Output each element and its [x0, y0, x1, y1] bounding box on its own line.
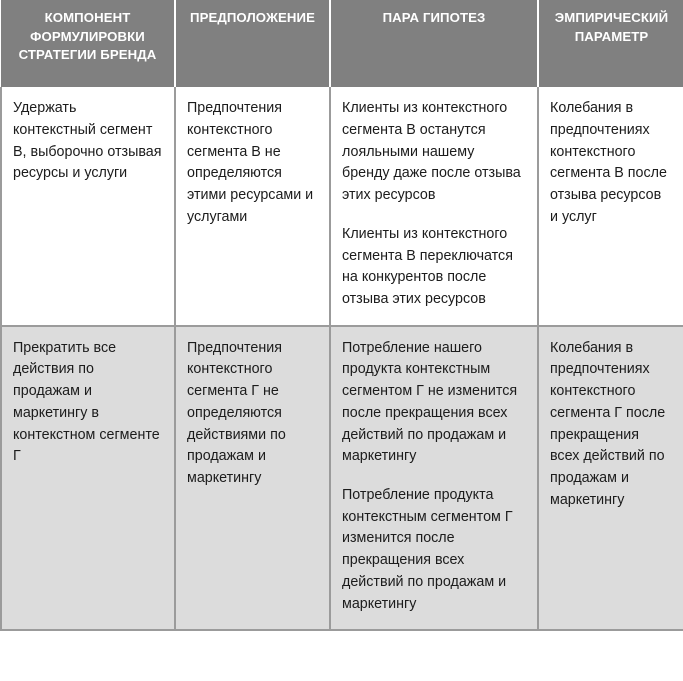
cell-assumption: [175, 87, 330, 325]
cell-assumption-text: Предпочтения контекстного сегмента В не определяются этими ресурсами и услугами: [187, 100, 314, 225]
header-row: [1, 0, 683, 87]
cell-component: [1, 87, 175, 325]
column-header-empirical-parameter: [538, 0, 683, 87]
table-row: [1, 326, 683, 631]
column-header-component-line-1: КОМПОНЕНТ: [44, 10, 131, 25]
column-header-assumption-line-1: ПРЕДПОЛОЖЕНИЕ: [189, 10, 316, 25]
table-body: [1, 87, 683, 630]
cell-component: [1, 326, 175, 631]
column-header-empirical-parameter-line-2: ПАРАМЕТР: [574, 28, 649, 44]
cell-empirical-parameter: [538, 326, 683, 631]
column-header-component-line-2: ФОРМУЛИРОВКИ: [30, 28, 145, 44]
cell-component-text: Прекратить все действия по продажам и маркетингу в контекстном сегменте Г: [13, 339, 160, 465]
column-header-empirical-parameter-line-1: ЭМПИРИЧЕСКИЙ: [554, 10, 669, 25]
cell-hypothesis-text-1: Потребление нашего продукта контекстным сегментом Г не изменится после прекращения всех действий по продажам и маркетингу: [342, 339, 518, 465]
cell-hypothesis-text-1: Клиенты из контекстного сегмента В останутся лояльными нашему бренду даже после отзыва этих ресурсов: [342, 100, 521, 204]
table-header: [1, 0, 683, 87]
cell-hypothesis-pair: [330, 326, 538, 631]
cell-hypothesis-text-2: Потребление продукта контекстным сегментом Г изменится после прекращения всех действий по продажам и маркетингу: [342, 486, 513, 612]
cell-assumption: [175, 326, 330, 631]
column-header-hypothesis-pair: [330, 0, 538, 87]
cell-empirical-parameter-text: Колебания в предпочтениях контекстного сегмента В после отзыва ресурсов и услуг: [550, 100, 667, 225]
column-header-assumption: [175, 0, 330, 87]
table-row: [1, 87, 683, 325]
column-header-hypothesis-pair-line-1: ПАРА ГИПОТЕЗ: [382, 10, 486, 25]
cell-hypothesis-text-2: Клиенты из контекстного сегмента В переключатся на конкурентов после отзыва этих ресурсов: [342, 225, 513, 307]
column-header-component-line-3: СТРАТЕГИИ БРЕНДА: [18, 47, 157, 63]
column-header-component: [1, 0, 175, 87]
cell-empirical-parameter-text: Колебания в предпочтениях контекстного сегмента Г после прекращения всех действий по продажам и маркетингу: [550, 339, 666, 508]
cell-empirical-parameter: [538, 87, 683, 325]
cell-component-text: Удержать контекстный сегмент В, выборочно отзывая ресурсы и услуги: [13, 100, 162, 182]
cell-assumption-text: Предпочтения контекстного сегмента Г не определяются действиями по продажам и маркетингу: [187, 339, 286, 486]
cell-hypothesis-pair: [330, 87, 538, 325]
